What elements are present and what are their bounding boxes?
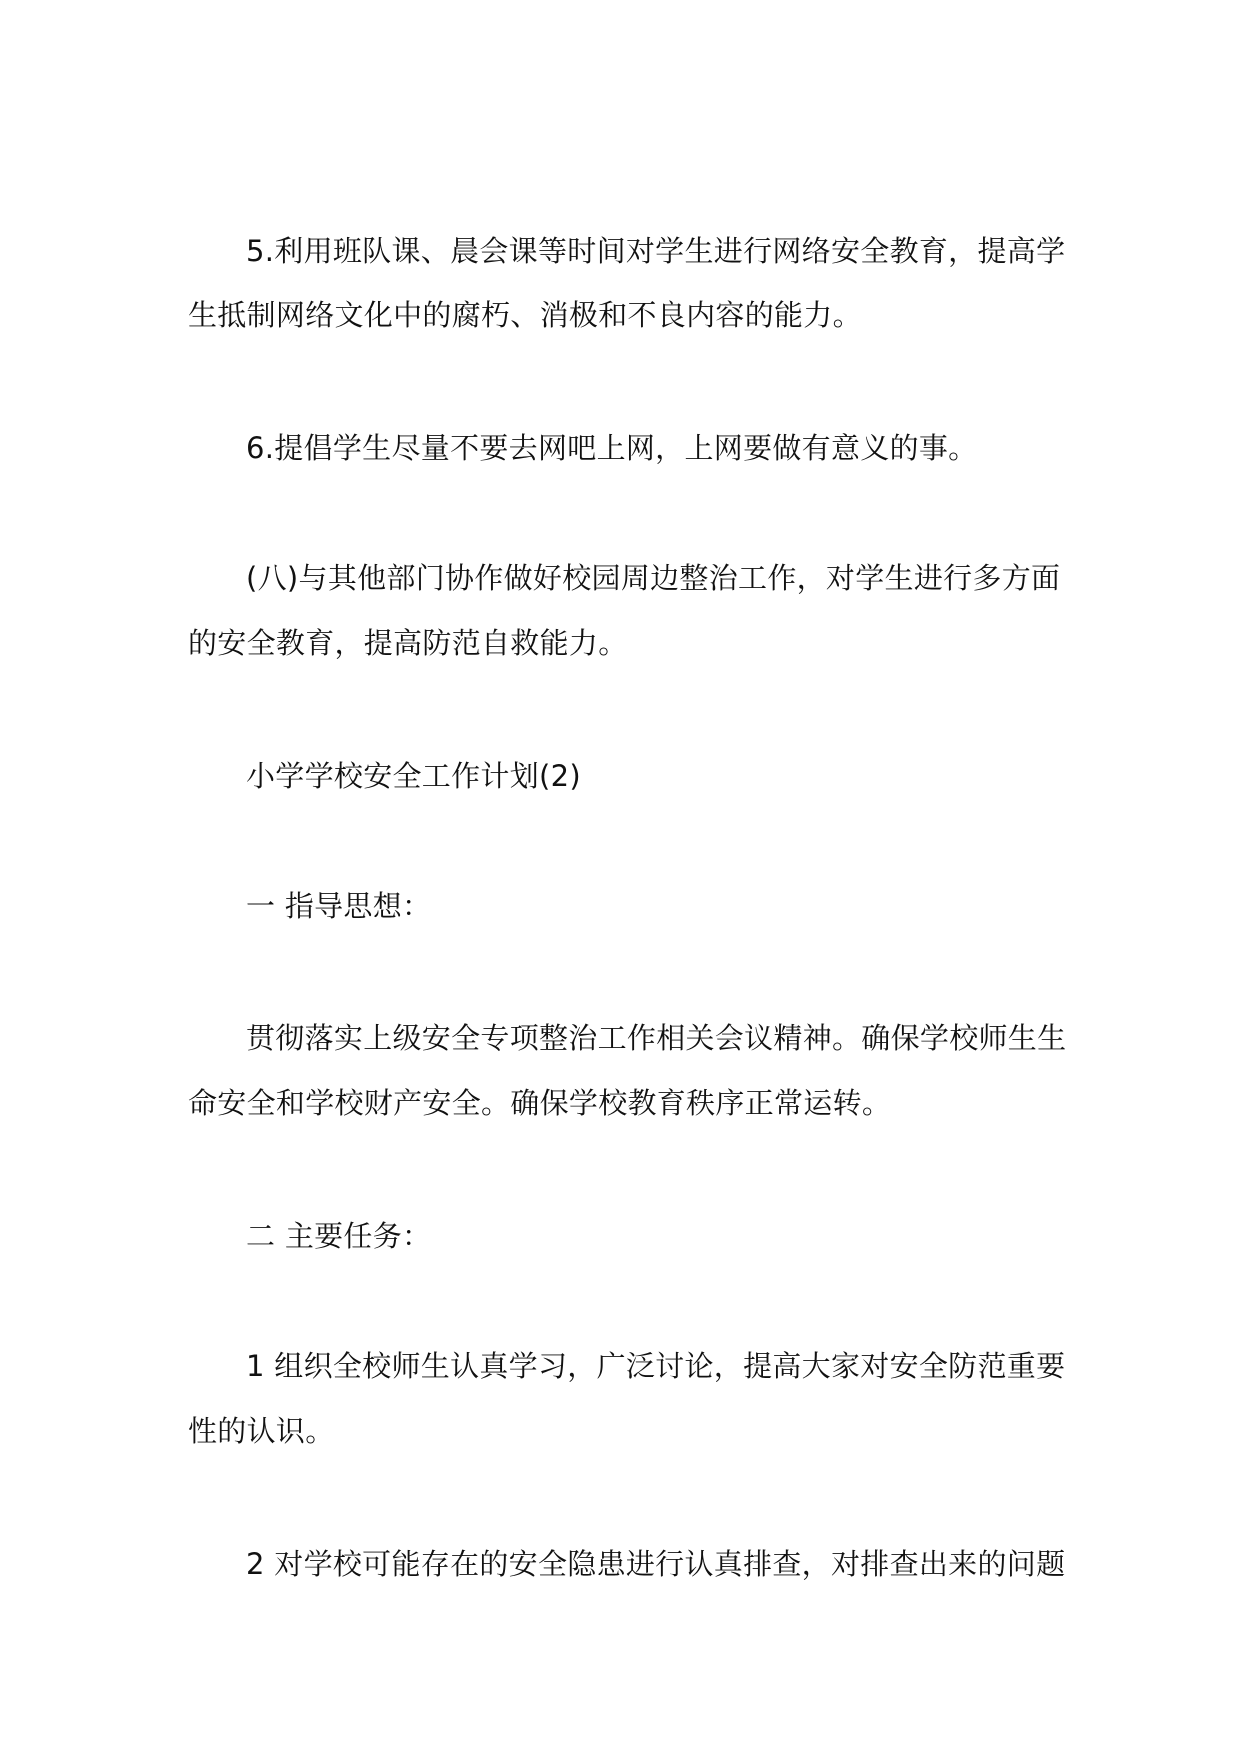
paragraph-line: 1 组织全校师生认真学习，广泛讨论，提高大家对安全防范重要 xyxy=(246,1349,1066,1383)
paragraph-line: 贯彻落实上级安全专项整治工作相关会议精神。确保学校师生生 xyxy=(246,1021,1067,1055)
section-heading: 小学学校安全工作计划(2) xyxy=(246,759,581,793)
paragraph-line: 5.利用班队课、晨会课等时间对学生进行网络安全教育，提高学 xyxy=(246,234,1066,268)
paragraph-line: 的安全教育，提高防范自救能力。 xyxy=(188,626,628,660)
section-heading: 一 指导思想： xyxy=(246,889,432,923)
section-heading: 二 主要任务： xyxy=(246,1219,432,1253)
paragraph-line: 生抵制网络文化中的腐朽、消极和不良内容的能力。 xyxy=(188,298,862,332)
paragraph-line: 2 对学校可能存在的安全隐患进行认真排查，对排查出来的问题 xyxy=(246,1547,1066,1581)
paragraph-line: 命安全和学校财产安全。确保学校教育秩序正常运转。 xyxy=(188,1086,892,1120)
paragraph-line: 性的认识。 xyxy=(188,1414,335,1448)
paragraph-line: (八)与其他部门协作做好校园周边整治工作，对学生进行多方面 xyxy=(246,561,1061,595)
paragraph-line: 6.提倡学生尽量不要去网吧上网，上网要做有意义的事。 xyxy=(246,431,978,465)
